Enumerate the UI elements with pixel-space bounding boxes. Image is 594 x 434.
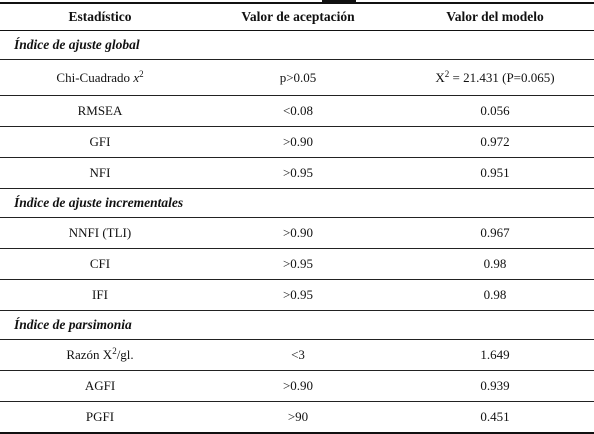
top-rule-fragment: [322, 0, 356, 2]
table-row: [0, 371, 594, 402]
model-cell: 0.972: [396, 127, 594, 158]
table-row: [0, 127, 594, 158]
header-acceptance-value: Valor de aceptación: [200, 4, 396, 31]
acceptance-cell: >0.90: [200, 371, 396, 402]
statistic-cell: GFI: [0, 127, 200, 158]
acceptance-cell: >0.95: [200, 280, 396, 311]
statistic-superscript: 2: [112, 346, 117, 356]
table-row: [0, 60, 594, 96]
model-cell: 0.98: [396, 280, 594, 311]
table-row: [0, 249, 594, 280]
statistic-cell: IFI: [0, 280, 200, 311]
model-cell: 0.967: [396, 218, 594, 249]
model-cell: [396, 60, 594, 96]
table-row: [0, 158, 594, 189]
statistic-superscript: 2: [139, 68, 144, 79]
statistic-label: Chi-Cuadrado: [56, 69, 134, 85]
header-row: [0, 4, 594, 31]
model-superscript: 2: [444, 68, 450, 79]
statistic-cell: NNFI (TLI): [0, 218, 200, 249]
acceptance-cell: >0.90: [200, 218, 396, 249]
statistic-cell: [0, 60, 200, 96]
model-cell: 0.98: [396, 249, 594, 280]
acceptance-cell: >0.95: [200, 158, 396, 189]
header-model-value: Valor del modelo: [396, 4, 594, 31]
statistic-cell: PGFI: [0, 402, 200, 434]
section-title-incremental-fit: Índice de ajuste incrementales: [0, 189, 594, 218]
acceptance-cell: >0.90: [200, 127, 396, 158]
header-statistic: Estadístico: [0, 4, 200, 31]
fit-indices-table: [0, 4, 594, 434]
model-value: = 21.431 (P=0.065): [449, 69, 555, 85]
table-row: [0, 340, 594, 371]
acceptance-cell: p>0.05: [200, 60, 396, 96]
model-cell: 1.649: [396, 340, 594, 371]
table-row: [0, 218, 594, 249]
section-header: [0, 189, 594, 218]
statistic-label: Razón X: [66, 347, 113, 362]
acceptance-cell: >0.95: [200, 249, 396, 280]
table-row: [0, 96, 594, 127]
statistic-cell: NFI: [0, 158, 200, 189]
model-cell: 0.451: [396, 402, 594, 434]
statistic-cell: RMSEA: [0, 96, 200, 127]
model-symbol: X: [435, 69, 445, 85]
section-title-global-fit: Índice de ajuste global: [0, 31, 594, 60]
statistic-cell: [0, 340, 200, 371]
model-cell: 0.939: [396, 371, 594, 402]
model-cell: 0.056: [396, 96, 594, 127]
section-title-parsimony: Índice de parsimonia: [0, 311, 594, 340]
acceptance-cell: <3: [200, 340, 396, 371]
acceptance-cell: <0.08: [200, 96, 396, 127]
statistic-cell: CFI: [0, 249, 200, 280]
statistic-math-symbol: x: [133, 69, 140, 85]
section-header: [0, 311, 594, 340]
statistic-cell: AGFI: [0, 371, 200, 402]
table-row: [0, 402, 594, 434]
acceptance-cell: >90: [200, 402, 396, 434]
table-row: [0, 280, 594, 311]
section-header: [0, 31, 594, 60]
model-cell: 0.951: [396, 158, 594, 189]
statistic-suffix: /gl.: [116, 347, 134, 362]
